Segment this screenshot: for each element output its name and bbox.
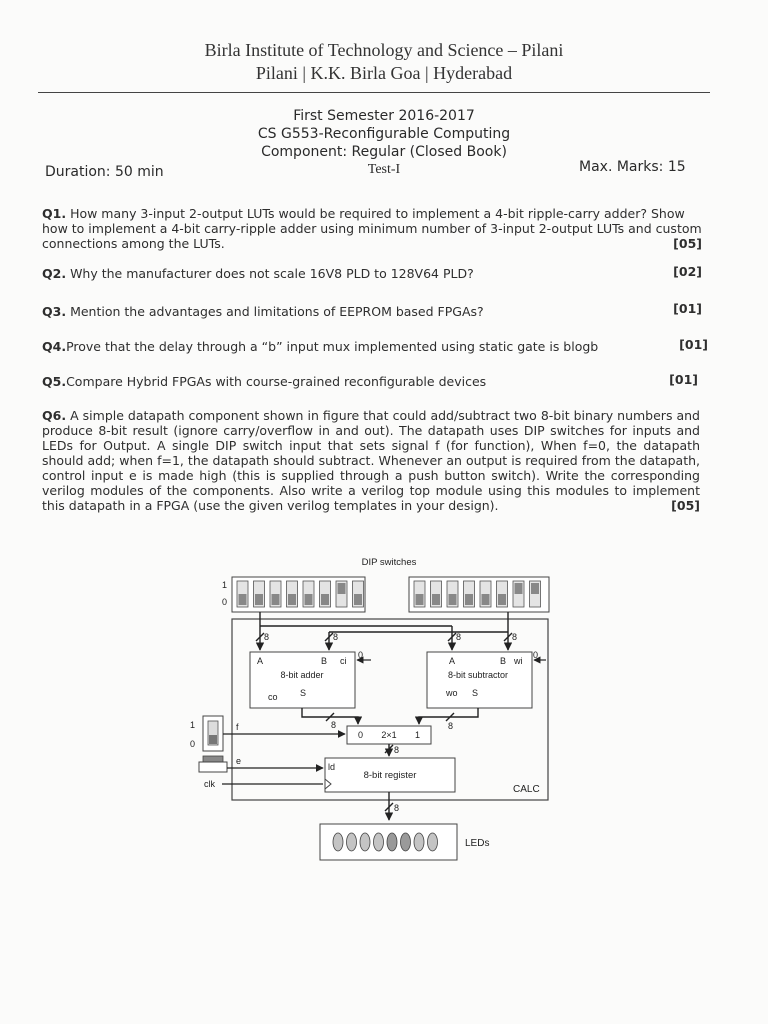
wi-constant: 0 [533, 650, 539, 660]
register-block [325, 758, 455, 792]
dip-switches-label: DIP switches [361, 557, 417, 568]
dip-switch-lever [288, 594, 296, 605]
sub-a-port: A [449, 656, 456, 666]
led [387, 833, 397, 851]
f-zero-label: 0 [190, 739, 196, 749]
input-buses [256, 612, 512, 650]
question-marks: [05] [673, 236, 702, 251]
question-number: Q1. [42, 206, 67, 221]
adder-ci-port: ci [340, 656, 347, 666]
dip-switch-bank-a [222, 577, 365, 612]
dip-switch-lever [338, 583, 346, 594]
question-marks: [01] [679, 337, 708, 352]
led [347, 833, 357, 851]
question-6 [42, 408, 700, 513]
adder-s-port: S [300, 688, 307, 698]
led [401, 833, 411, 851]
led [360, 833, 370, 851]
question-text: How many 3-input 2-output LUTs would be required to implement a 4-bit ripple-carry adder? Show how to implement a 4-bit carry-ripple adder using minimum number of 3-input 2-output LUTs and custom connections among the LUTs. [42, 206, 702, 251]
dip-switch-lever [449, 594, 457, 605]
ld-port: ld [328, 762, 336, 772]
register-name: 8-bit register [363, 770, 417, 781]
question-number: Q4. [42, 339, 67, 354]
question-marks: [01] [669, 372, 698, 387]
dip-switch-lever [272, 594, 280, 605]
bus-width-label: 8 [512, 632, 518, 642]
sub-name: 8-bit subtractor [447, 670, 509, 680]
push-button [199, 756, 227, 772]
ci-constant: 0 [358, 650, 364, 660]
subtractor-block [427, 652, 532, 708]
question-3 [42, 301, 702, 319]
dip-switch-lever [354, 594, 362, 605]
question-text: Mention the advantages and limitations of EEPROM based FPGAs? [70, 304, 484, 319]
question-number: Q5. [42, 374, 67, 389]
question-marks: [05] [671, 498, 700, 513]
header-rule [38, 92, 710, 93]
question-text: Compare Hybrid FPGAs with course-grained reconfigurable devices [66, 374, 487, 389]
question-marks: [01] [673, 301, 702, 316]
adder-a-port: A [257, 656, 264, 666]
mux-in0: 0 [358, 730, 364, 740]
adder-block [250, 652, 355, 708]
dip-switch-lever [482, 594, 490, 605]
dip-zero-label: 0 [222, 597, 228, 607]
semester: First Semester 2016-2017 [293, 108, 475, 124]
bus-width-label: 8 [264, 632, 270, 642]
question-text: Why the manufacturer does not scale 16V8 PLD to 128V64 PLD? [70, 266, 474, 281]
dip-switch-lever [465, 594, 473, 605]
max-marks: Max. Marks: 15 [579, 159, 686, 175]
clk-label: clk [204, 779, 215, 789]
sub-wo-port: wo [446, 688, 458, 698]
question-marks: [02] [673, 264, 702, 279]
bus-width-label: 8 [394, 803, 400, 813]
dip-switch-lever [515, 583, 523, 594]
e-signal-label: e [236, 756, 242, 766]
bus-width-label: 8 [331, 720, 337, 730]
question-number: Q6. [42, 408, 67, 423]
f-switch [190, 716, 223, 751]
dip-switch-lever [416, 594, 424, 605]
sub-b-port: B [500, 656, 507, 666]
mux-name: 2×1 [381, 730, 397, 740]
datapath-figure [0, 550, 768, 870]
question-number: Q2. [42, 266, 67, 281]
sub-wi-port: wi [514, 656, 523, 666]
leds-label: LEDs [465, 838, 490, 849]
led [428, 833, 438, 851]
dip-switch-bank-b [409, 577, 549, 612]
adder-name: 8-bit adder [280, 670, 324, 680]
sub-s-port: S [472, 688, 479, 698]
f-one-label: 1 [190, 720, 196, 730]
led [414, 833, 424, 851]
dip-switch-lever [255, 594, 263, 605]
course: CS G553-Reconfigurable Computing [257, 126, 511, 142]
led [333, 833, 343, 851]
bus-width-label: 8 [394, 745, 400, 755]
question-number: Q3. [42, 304, 67, 319]
f-signal-label: f [236, 722, 239, 732]
led [374, 833, 384, 851]
bus-width-label: 8 [333, 632, 339, 642]
question-5 [42, 374, 702, 389]
output-bus [385, 792, 393, 820]
dip-switch-housing [409, 577, 549, 612]
question-text: A simple datapath component shown in figure that could add/subtract two 8-bit binary numbers and produce 8-bit result (ignore carry/overflow in and out). The datapath uses DIP switches for inputs and LEDs for Output. A single DIP switch input that sets signal f (for function), When f=0, the datapath should add; when f=1, the datapath should subtract. Whenever an output is required from the datapath, control input e is made high (this is supplied through a push button switch). Write the corresponding verilog modules of the components. Also write a verilog top module using this modules to implement this datapath in a FPGA (use the given verilog templates in your design). [42, 408, 700, 513]
question-1 [42, 206, 702, 251]
dip-one-label: 1 [222, 580, 228, 590]
question-2 [42, 266, 702, 281]
question-4 [42, 337, 708, 354]
bus-width-label: 8 [448, 721, 454, 731]
dip-switch-lever [239, 594, 247, 605]
component: Component: Regular (Closed Book) [261, 144, 507, 160]
mux-block [347, 726, 431, 744]
dip-switch-lever [432, 594, 440, 605]
mux-in1: 1 [415, 730, 421, 740]
institute-title: Birla Institute of Technology and Science – Pilani [204, 40, 564, 60]
duration: Duration: 50 min [45, 164, 164, 180]
bus-width-label: 8 [456, 632, 462, 642]
adder-b-port: B [321, 656, 328, 666]
dip-switch-lever [321, 594, 329, 605]
dip-switch-lever [305, 594, 313, 605]
calc-label: CALC [513, 784, 540, 795]
test-name: Test-I [367, 162, 401, 177]
dip-switch-lever [531, 583, 539, 594]
question-text: Prove that the delay through a “b” input mux implemented using static gate is blogb [66, 339, 599, 354]
dip-switch-lever [498, 594, 506, 605]
adder-co-port: co [268, 692, 278, 702]
campus-line: Pilani | K.K. Birla Goa | Hyderabad [255, 63, 513, 83]
